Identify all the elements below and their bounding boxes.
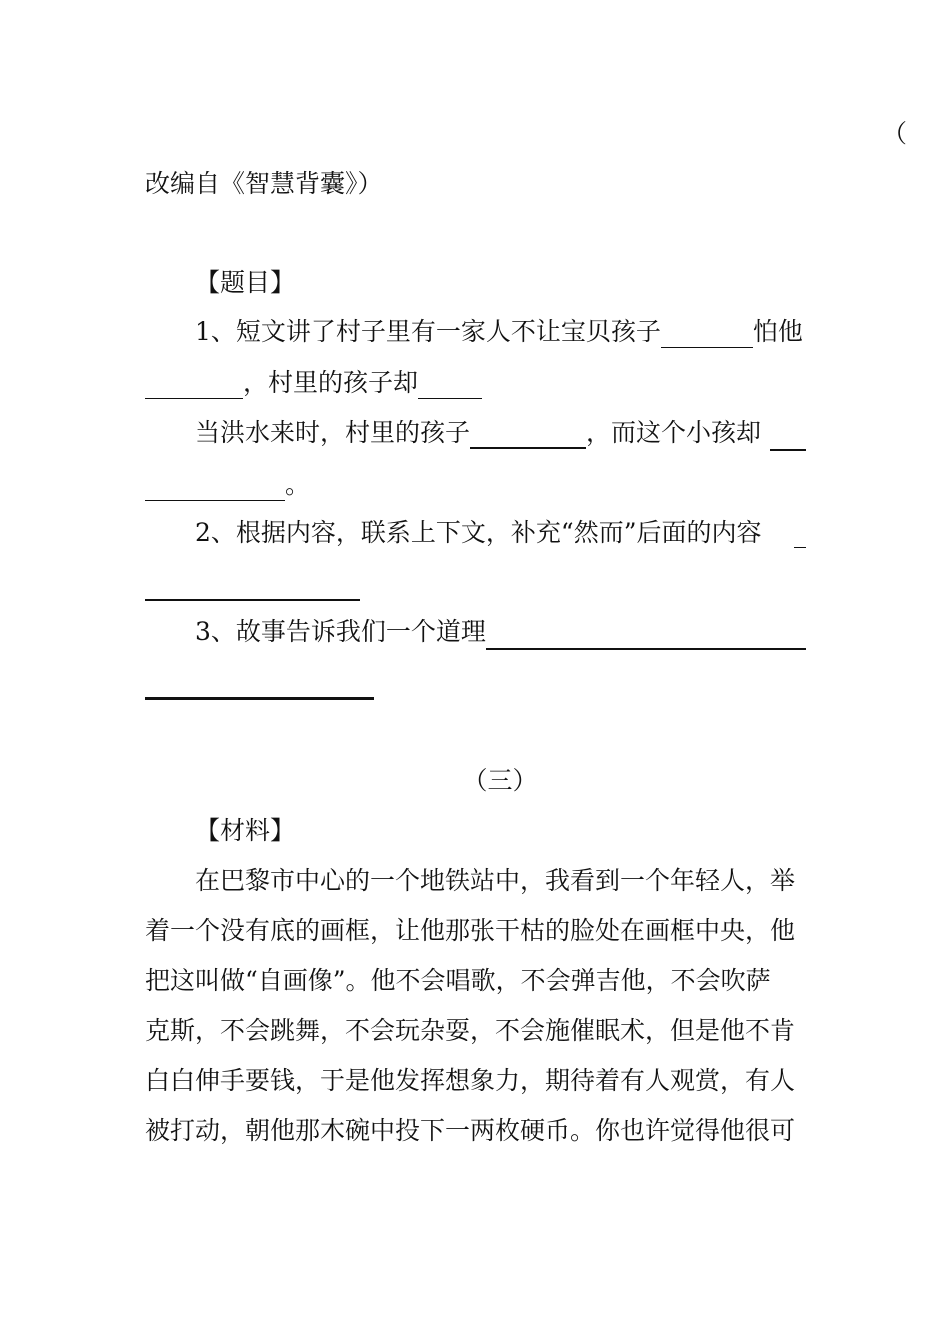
- question-2-blank-2[interactable]: [145, 599, 360, 601]
- paragraph-line: 把这叫做“自画像”。他不会唱歌，不会弹吉他，不会吹萨: [145, 966, 771, 995]
- question-1-text-f: 。: [285, 470, 311, 499]
- question-1-text-d: 当洪水来时，村里的孩子: [195, 418, 471, 447]
- question-1-line-2: [145, 367, 482, 399]
- paragraph-line: 克斯，不会跳舞，不会玩杂耍，不会施催眠术，但是他不肯: [145, 1016, 796, 1045]
- question-1-text-c: ，村里的孩子却: [243, 368, 419, 397]
- question-3-text: 3、故事告诉我们一个道理: [195, 617, 486, 646]
- question-1-text-a: 1、短文讲了村子里有一家人不让宝贝孩子: [195, 317, 661, 346]
- question-1-blank-3[interactable]: [418, 370, 482, 399]
- question-3-blank-2[interactable]: [145, 697, 374, 700]
- paragraph-line: 着一个没有底的画框，让他那张干枯的脸处在画框中央，他: [145, 916, 796, 945]
- source-open-paren: （: [882, 119, 908, 148]
- source-attribution: 改编自《智慧背囊》）: [145, 169, 383, 198]
- question-1-text-b: 怕他: [752, 317, 803, 346]
- question-1-text-e: ，而这个小孩却: [586, 418, 762, 447]
- question-1-line-4: [145, 469, 310, 501]
- paragraph-line: 白白伸手要钱，于是他发挥想象力，期待着有人观赏，有人: [145, 1066, 796, 1095]
- question-2-text: 2、根据内容，联系上下文，补充“然而”后面的内容: [195, 518, 762, 547]
- question-1-blank-4[interactable]: [470, 419, 586, 449]
- material-heading: 【材料】: [195, 816, 296, 845]
- question-1-blank-6[interactable]: [145, 472, 285, 501]
- paragraph-line: 被打动，朝他那木碗中投下一两枚硬币。你也许觉得他很可: [145, 1116, 796, 1145]
- question-1-blank-5[interactable]: [770, 449, 806, 451]
- section-title: （三）: [462, 766, 538, 795]
- question-3-blank-1[interactable]: [486, 648, 806, 650]
- question-2-blank-1[interactable]: [794, 547, 806, 548]
- questions-heading: 【题目】: [195, 268, 296, 297]
- question-1-blank-2[interactable]: [145, 370, 243, 399]
- paragraph-line: 在巴黎市中心的一个地铁站中，我看到一个年轻人，举: [195, 866, 796, 895]
- question-1-blank-1[interactable]: [661, 319, 753, 348]
- question-1-line-1: [195, 316, 803, 348]
- question-1-line-3: [195, 417, 761, 449]
